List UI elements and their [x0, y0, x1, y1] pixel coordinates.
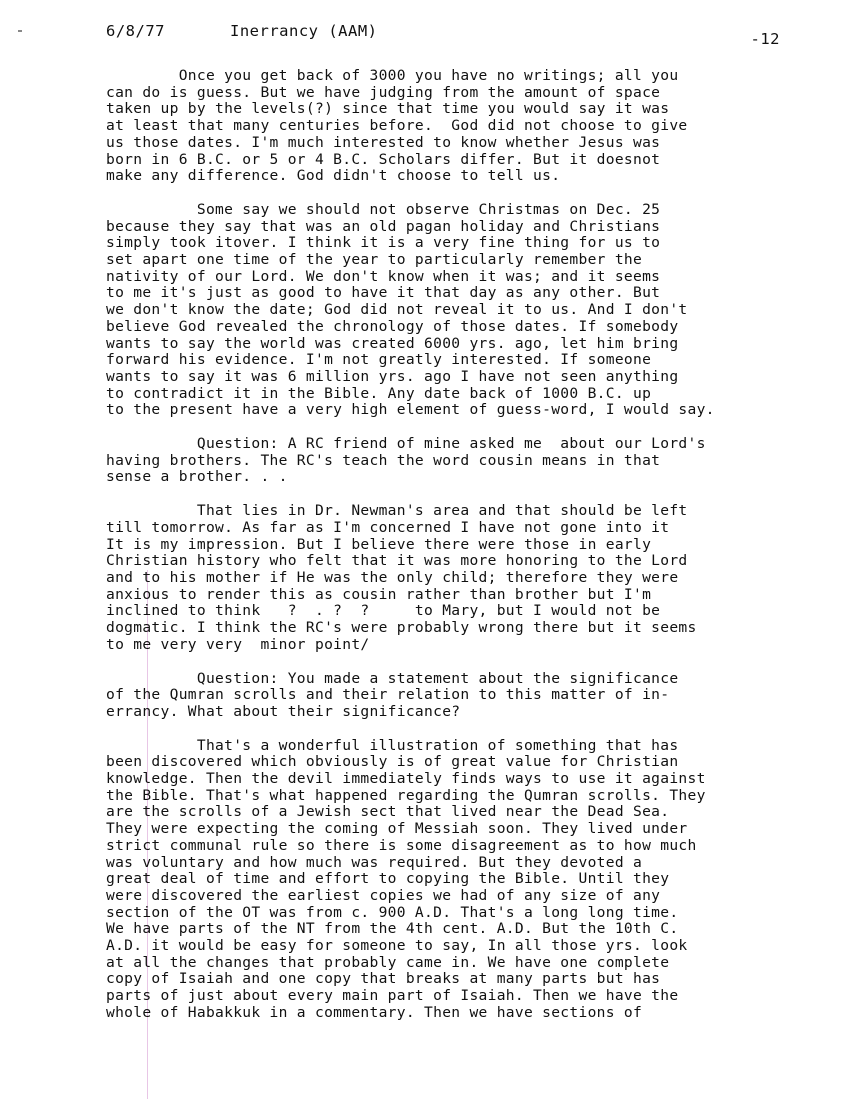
text-line: wants to say it was 6 million yrs. ago I have not seen anything [106, 367, 679, 385]
text-line: It is my impression. But I believe there were those in early [106, 535, 652, 553]
text-line: to me very very minor point/ [106, 635, 370, 653]
text-line: strict communal rule so there is some disagreement as to how much [106, 836, 697, 854]
page-number: -12 [750, 30, 780, 48]
text-line: They were expecting the coming of Messiah soon. They lived under [106, 820, 688, 838]
paragraph [106, 68, 806, 185]
text-line: anxious to render this as cousin rather than brother but I'm [106, 585, 652, 603]
text-line: to the present have a very high element of guess-word, I would say. [106, 401, 715, 419]
text-line: to contradict it in the Bible. Any date back of 1000 B.C. up [106, 384, 652, 402]
text-line: and to his mother if He was the only child; therefore they were [106, 568, 679, 586]
text-line: errancy. What about their significance? [106, 702, 461, 720]
text-line: at least that many centuries before. God did not choose to give [106, 117, 688, 135]
text-line: inclined to think ? . ? ? to Mary, but I would not be [106, 602, 661, 620]
text-line: Question: A RC friend of mine asked me about our Lord's [106, 435, 706, 453]
paragraph [106, 738, 806, 1022]
text-line: were discovered the earliest copies we had of any size of any [106, 886, 661, 904]
document-body [106, 68, 806, 1039]
text-line: are the scrolls of a Jewish sect that lived near the Dead Sea. [106, 803, 670, 821]
header-title: Inerrancy (AAM) [230, 22, 378, 40]
text-line: of the Qumran scrolls and their relation to this matter of in- [106, 686, 670, 704]
paragraph [106, 503, 806, 653]
paragraph [106, 671, 806, 721]
scan-mark [18, 30, 22, 32]
text-line: great deal of time and effort to copying the Bible. Until they [106, 870, 670, 888]
text-line: forward his evidence. I'm not greatly interested. If someone [106, 351, 652, 369]
text-line: believe God revealed the chronology of those dates. If somebody [106, 317, 679, 335]
paragraph [106, 436, 806, 486]
text-line: section of the OT was from c. 900 A.D. That's a long long time. [106, 903, 679, 921]
text-line: the Bible. That's what happened regarding the Qumran scrolls. They [106, 786, 706, 804]
text-line: Question: You made a statement about the significance [106, 669, 679, 687]
text-line: been discovered which obviously is of great value for Christian [106, 753, 679, 771]
paragraph [106, 202, 806, 419]
text-line: wants to say the world was created 6000 yrs. ago, let him bring [106, 334, 679, 352]
text-line: having brothers. The RC's teach the word cousin means in that [106, 451, 661, 469]
text-line: nativity of our Lord. We don't know when it was; and it seems [106, 267, 661, 285]
text-line: sense a brother. . . [106, 468, 288, 486]
text-line: simply took itover. I think it is a very fine thing for us to [106, 234, 661, 252]
text-line: born in 6 B.C. or 5 or 4 B.C. Scholars differ. But it doesnot [106, 150, 661, 168]
text-line: to me it's just as good to have it that day as any other. But [106, 284, 661, 302]
text-line: Christian history who felt that it was more honoring to the Lord [106, 552, 688, 570]
text-line: taken up by the levels(?) since that time you would say it was [106, 100, 670, 118]
text-line: That's a wonderful illustration of something that has [106, 736, 679, 754]
text-line: set apart one time of the year to particularly remember the [106, 251, 643, 269]
text-line: whole of Habakkuk in a commentary. Then we have sections of [106, 1003, 643, 1021]
header-date: 6/8/77 [106, 22, 165, 40]
text-line: dogmatic. I think the RC's were probably wrong there but it seems [106, 619, 697, 637]
text-line: Some say we should not observe Christmas on Dec. 25 [106, 200, 661, 218]
text-line: because they say that was an old pagan holiday and Christians [106, 217, 661, 235]
text-line: at all the changes that probably came in. We have one complete [106, 953, 670, 971]
text-line: copy of Isaiah and one copy that breaks at many parts but has [106, 970, 661, 988]
text-line: can do is guess. But we have judging from the amount of space [106, 83, 661, 101]
text-line: knowledge. Then the devil immediately finds ways to use it against [106, 770, 706, 788]
text-line: us those dates. I'm much interested to know whether Jesus was [106, 133, 661, 151]
text-line: was voluntary and how much was required. But they devoted a [106, 853, 643, 871]
text-line: we don't know the date; God did not reveal it to us. And I don't [106, 301, 688, 319]
text-line: Once you get back of 3000 you have no writings; all you [106, 67, 679, 84]
text-line: till tomorrow. As far as I'm concerned I have not gone into it [106, 518, 670, 536]
text-line: We have parts of the NT from the 4th cent. A.D. But the 10th C. [106, 920, 679, 938]
page-header [106, 22, 780, 48]
text-line: make any difference. God didn't choose to tell us. [106, 167, 561, 185]
text-line: A.D. it would be easy for someone to say, In all those yrs. look [106, 937, 688, 955]
text-line: That lies in Dr. Newman's area and that should be left [106, 502, 688, 520]
text-line: parts of just about every main part of Isaiah. Then we have the [106, 987, 679, 1005]
